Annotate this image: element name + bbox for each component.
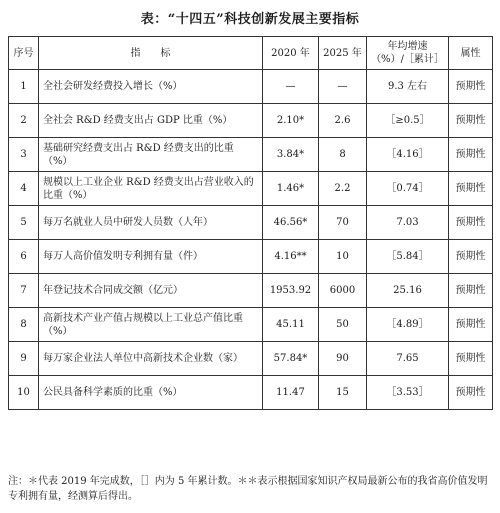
cell-rate: 7.03 xyxy=(367,206,449,240)
table-row xyxy=(9,206,493,240)
cell-2020: 1.46* xyxy=(263,172,319,206)
cell-rate: ［5.84］ xyxy=(367,240,449,274)
cell-2025: 50 xyxy=(319,308,367,342)
cell-2025: 10 xyxy=(319,240,367,274)
cell-attr: 预期性 xyxy=(449,274,493,308)
cell-no: 8 xyxy=(9,308,39,342)
cell-indicator: 全社会 R&D 经费支出占 GDP 比重（%） xyxy=(39,104,263,138)
cell-2025: 90 xyxy=(319,342,367,376)
cell-attr: 预期性 xyxy=(449,138,493,172)
table-title: 表：“十四五”科技创新发展主要指标 xyxy=(140,12,360,27)
table-row xyxy=(9,342,493,376)
table-row xyxy=(9,138,493,172)
cell-indicator: 公民具备科学素质的比重（%） xyxy=(39,376,263,410)
cell-2020: 4.16** xyxy=(263,240,319,274)
cell-attr: 预期性 xyxy=(449,240,493,274)
cell-indicator: 年登记技术合同成交额（亿元） xyxy=(39,274,263,308)
cell-no: 5 xyxy=(9,206,39,240)
table-row xyxy=(9,274,493,308)
cell-indicator: 每万家企业法人单位中高新技术企业数（家） xyxy=(39,342,263,376)
cell-attr: 预期性 xyxy=(449,376,493,410)
cell-no: 2 xyxy=(9,104,39,138)
cell-2020: 2.10* xyxy=(263,104,319,138)
cell-no: 3 xyxy=(9,138,39,172)
cell-indicator: 每万名就业人员中研发人员数（人年） xyxy=(39,206,263,240)
cell-indicator: 基础研究经费支出占 R&D 经费支出的比重（%） xyxy=(39,138,263,172)
cell-2025: 15 xyxy=(319,376,367,410)
cell-attr: 预期性 xyxy=(449,172,493,206)
cell-attr: 预期性 xyxy=(449,104,493,138)
cell-no: 6 xyxy=(9,240,39,274)
cell-rate: ［0.74］ xyxy=(367,172,449,206)
cell-2020: — xyxy=(263,70,319,104)
cell-indicator: 高新技术产业产值占规模以上工业总产值比重（%） xyxy=(39,308,263,342)
cell-no: 10 xyxy=(9,376,39,410)
cell-2025: 70 xyxy=(319,206,367,240)
cell-2020: 45.11 xyxy=(263,308,319,342)
cell-rate: ［4.89］ xyxy=(367,308,449,342)
table-row xyxy=(9,70,493,104)
cell-attr: 预期性 xyxy=(449,206,493,240)
cell-attr: 预期性 xyxy=(449,342,493,376)
cell-indicator: 每万人高价值发明专利拥有量（件） xyxy=(39,240,263,274)
header-indicator: 指 标 xyxy=(39,37,263,70)
table-row xyxy=(9,104,493,138)
table-row xyxy=(9,308,493,342)
header-rate-line1: 年均增速 xyxy=(387,41,428,52)
table-note: 注：＊代表 2019 年完成数，［］内为 5 年累计数。＊＊表示根据国家知识产权局最新公布的我省高价值发明专利拥有量，经测算后得出。 xyxy=(8,476,488,502)
cell-2025: 6000 xyxy=(319,274,367,308)
cell-rate: 7.65 xyxy=(367,342,449,376)
cell-rate: ［4.16］ xyxy=(367,138,449,172)
cell-rate: ［≥0.5］ xyxy=(367,104,449,138)
cell-no: 7 xyxy=(9,274,39,308)
cell-2020: 46.56* xyxy=(263,206,319,240)
header-rate xyxy=(367,37,449,70)
cell-no: 4 xyxy=(9,172,39,206)
cell-attr: 预期性 xyxy=(449,70,493,104)
cell-2020: 57.84* xyxy=(263,342,319,376)
header-row xyxy=(9,37,493,70)
cell-2025: 2.2 xyxy=(319,172,367,206)
indicators-table xyxy=(8,36,493,410)
cell-2020: 3.84* xyxy=(263,138,319,172)
cell-no: 9 xyxy=(9,342,39,376)
header-2020: 2020 年 xyxy=(263,37,319,70)
cell-rate: 25.16 xyxy=(367,274,449,308)
cell-2025: — xyxy=(319,70,367,104)
cell-2025: 8 xyxy=(319,138,367,172)
table-row xyxy=(9,376,493,410)
cell-2020: 11.47 xyxy=(263,376,319,410)
cell-no: 1 xyxy=(9,70,39,104)
cell-2020: 1953.92 xyxy=(263,274,319,308)
cell-rate: 9.3 左右 xyxy=(367,70,449,104)
header-rate-line2: （%）/［累计］ xyxy=(371,54,444,65)
cell-rate: ［3.53］ xyxy=(367,376,449,410)
header-no: 序号 xyxy=(9,37,39,70)
table-row xyxy=(9,240,493,274)
header-2025: 2025 年 xyxy=(319,37,367,70)
cell-attr: 预期性 xyxy=(449,308,493,342)
cell-indicator: 规模以上工业企业 R&D 经费支出占营业收入的比重（%） xyxy=(39,172,263,206)
header-attr: 属性 xyxy=(449,37,493,70)
table-row xyxy=(9,172,493,206)
cell-2025: 2.6 xyxy=(319,104,367,138)
cell-indicator: 全社会研发经费投入增长（%） xyxy=(39,70,263,104)
